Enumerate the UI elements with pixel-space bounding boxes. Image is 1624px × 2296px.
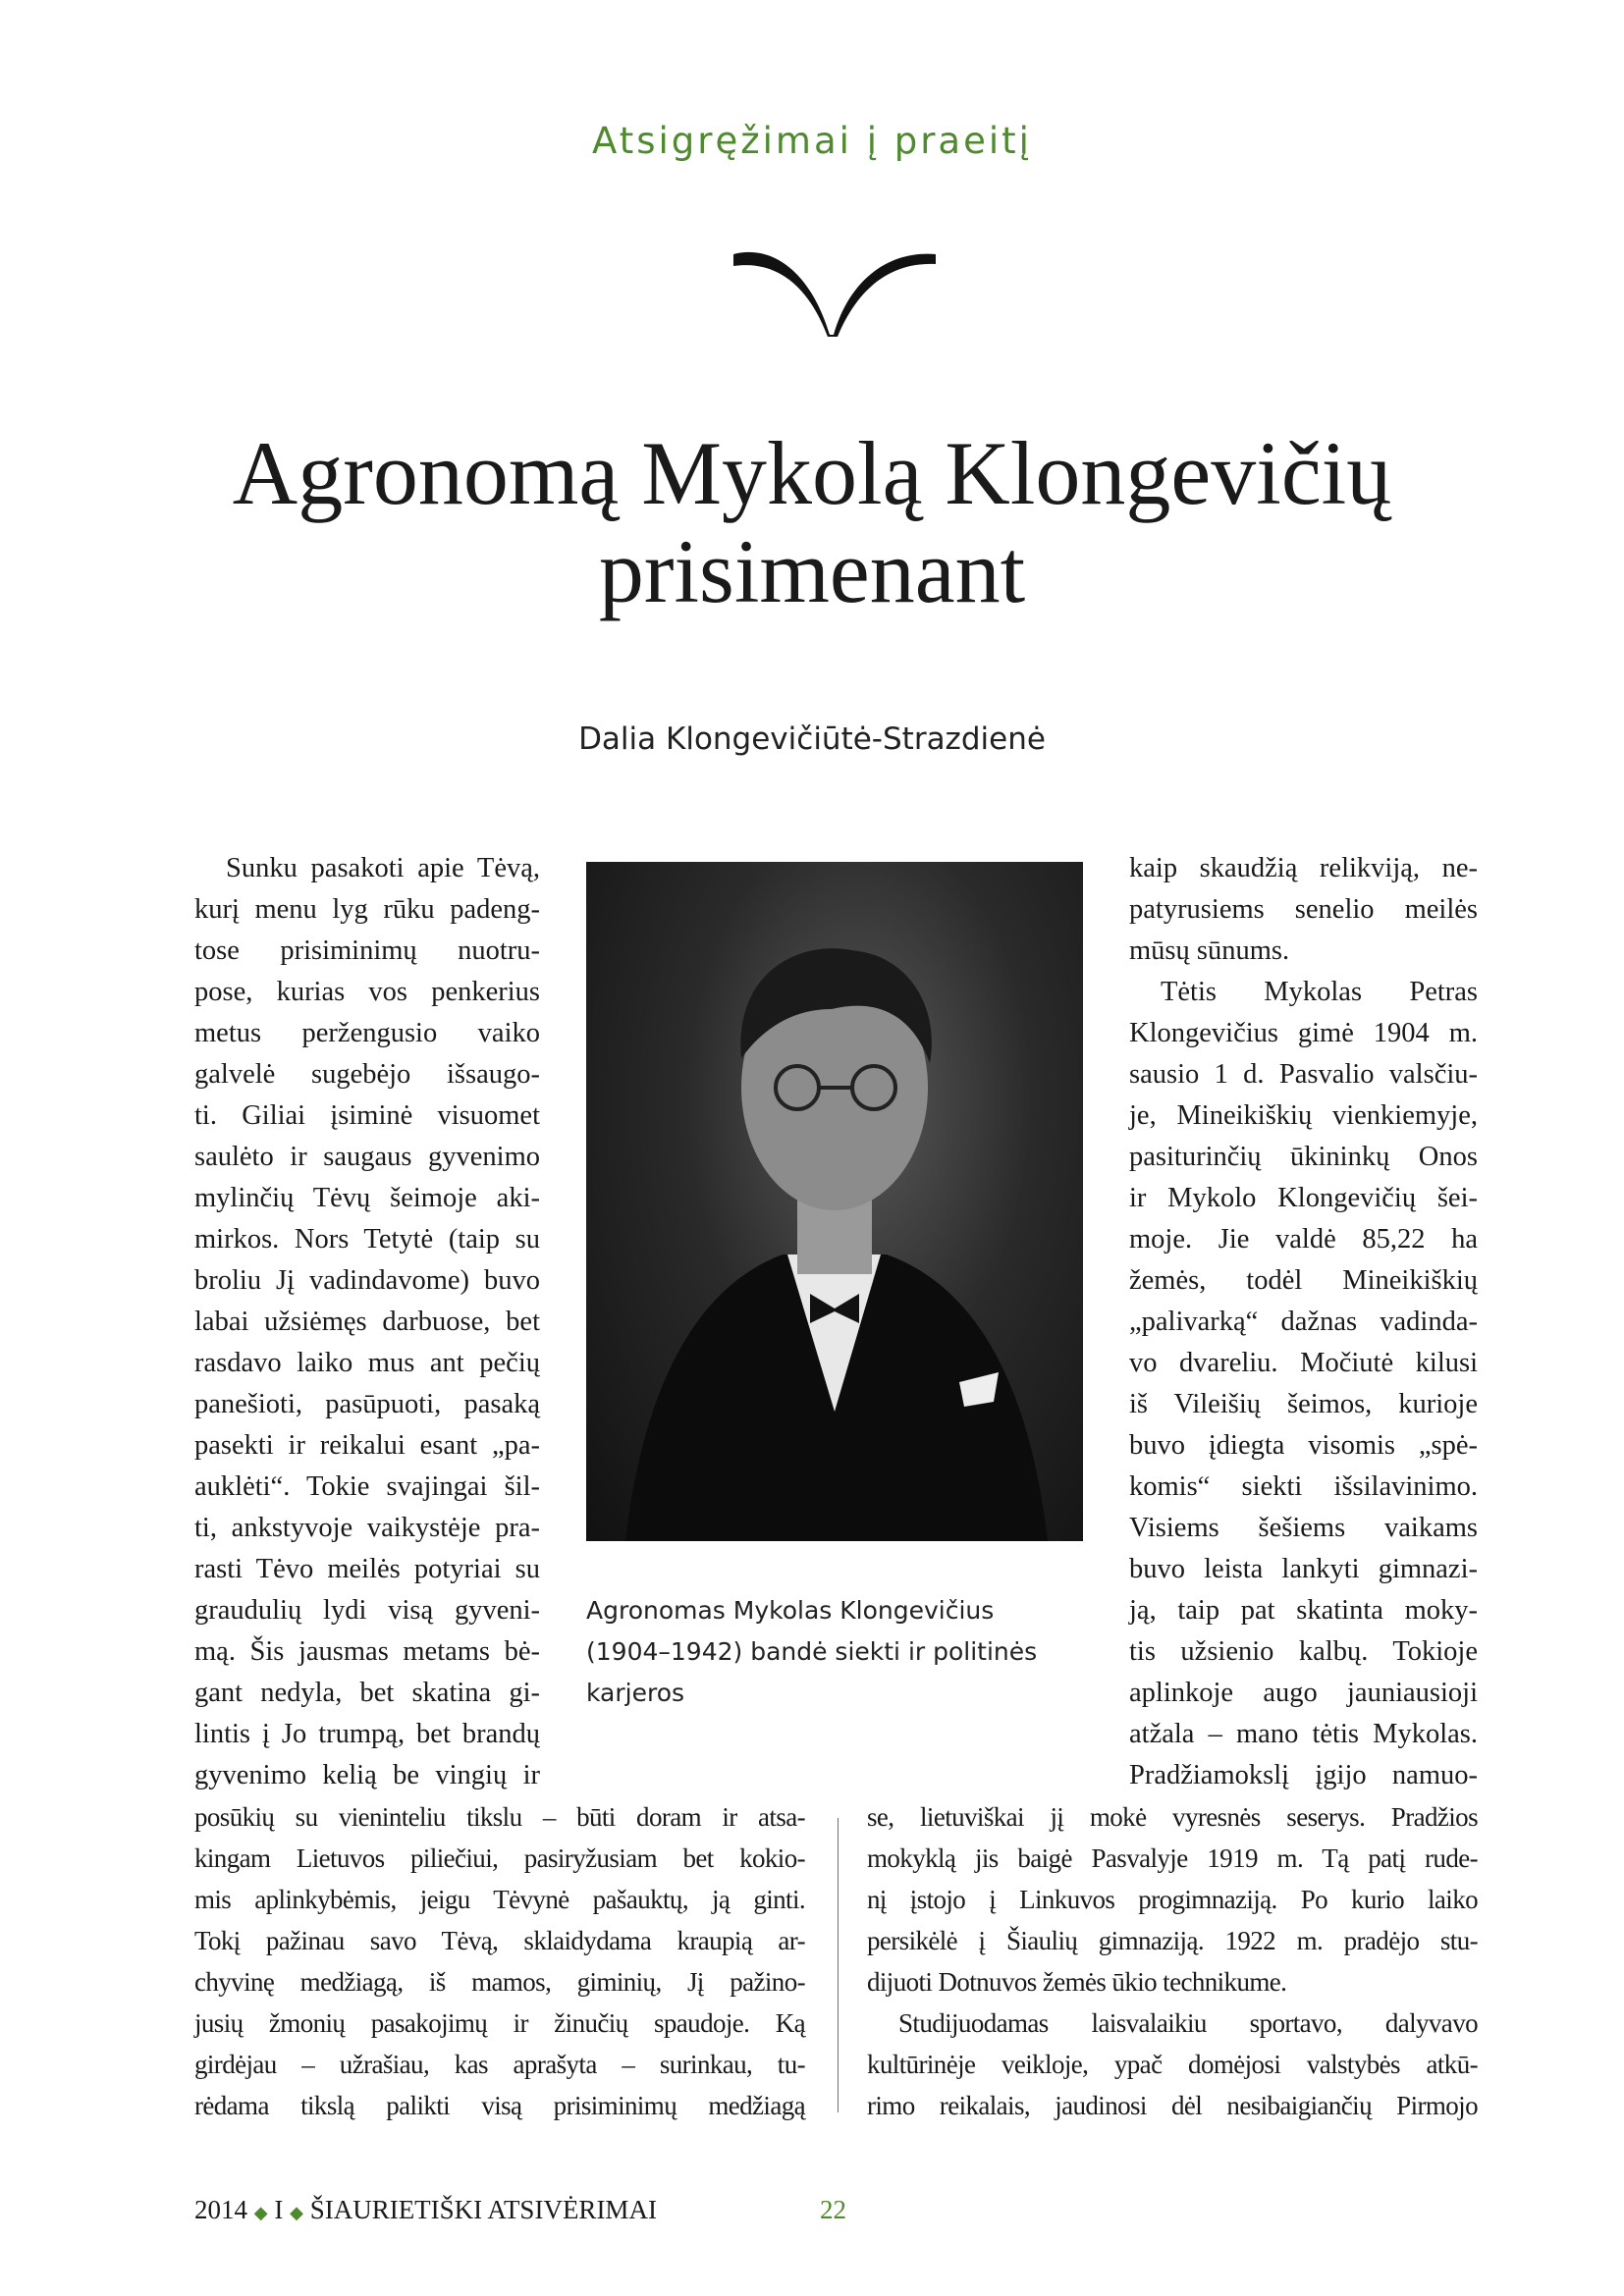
text-line: Visiems šešiems vaikams <box>1129 1513 1478 1543</box>
text-line: rėdama tikslą palikti visą prisiminimų medžiagą <box>194 2091 805 2120</box>
text-line: pasekti ir reikalui esant „pa- <box>194 1430 540 1461</box>
text-line: mokyklą jis baigė Pasvalyje 1919 m. Tą patį rude- <box>867 1843 1478 1873</box>
text-line: Tokį pažinau savo Tėvą, sklaidydama kraupią ar- <box>194 1926 805 1955</box>
text-line: rasti Tėvo meilės potyriai su <box>194 1554 540 1584</box>
text-line: posūkių su vieninteliu tikslu – būti doram ir atsa- <box>194 1802 805 1832</box>
portrait-photo <box>586 862 1083 1541</box>
text-line: ir Mykolo Klongevičių šei- <box>1129 1183 1478 1213</box>
text-line: buvo įdiegta visomis „spė- <box>1129 1430 1478 1461</box>
text-line: se, lietuviškai jį mokė vyresnės seserys. Pradžios <box>867 1802 1478 1832</box>
text-line: vo dvareliu. Močiutė kilusi <box>1129 1348 1478 1378</box>
v-ornament-icon <box>731 240 938 339</box>
text-line: kaip skaudžią relikviją, ne- <box>1129 853 1478 883</box>
title-line-1: Agronomą Mykolą Klongevičių <box>232 423 1392 523</box>
text-line: moje. Jie valdė 85,22 ha <box>1129 1224 1478 1255</box>
text-line: galvelė sugebėjo išsaugo- <box>194 1059 540 1090</box>
caption-line: (1904–1942) bandė siekti ir politinės <box>586 1637 1038 1666</box>
footer-issue: I <box>274 2195 284 2224</box>
text-line: Klongevičius gimė 1904 m. <box>1129 1018 1478 1048</box>
text-line: tose prisiminimų nuotru- <box>194 935 540 966</box>
text-line: broliu Jį vadindavome) buvo <box>194 1265 540 1296</box>
text-line: mą. Šis jausmas metams bė- <box>194 1636 540 1667</box>
text-line: mirkos. Nors Tetytė (taip su <box>194 1224 540 1255</box>
text-line: rasdavo laiko mus ant pečių <box>194 1348 540 1378</box>
footer-year: 2014 <box>194 2195 247 2224</box>
text-line: Sunku pasakoti apie Tėvą, <box>226 853 540 883</box>
text-line: aplinkoje augo jauniausioji <box>1129 1678 1478 1708</box>
text-line: gant nedyla, bet skatina gi- <box>194 1678 540 1708</box>
text-line: Pradžiamokslį įgijo namuo- <box>1129 1760 1478 1790</box>
text-line: pasiturinčių ūkininkų Onos <box>1129 1142 1478 1172</box>
text-line: buvo leista lankyti gimnazi- <box>1129 1554 1478 1584</box>
text-line: žemės, todėl Mineikiškių <box>1129 1265 1478 1296</box>
text-line: persikėlė į Šiaulių gimnaziją. 1922 m. pradėjo stu- <box>867 1926 1478 1955</box>
text-line: ti. Giliai įsiminė visuomet <box>194 1100 540 1131</box>
text-line: kingam Lietuvos piliečiui, pasiryžusiam bet kokio- <box>194 1843 805 1873</box>
text-line: Tėtis Mykolas Petras <box>1161 977 1478 1007</box>
page-number: 22 <box>820 2195 846 2224</box>
photo-caption <box>586 1590 1057 1714</box>
text-line: mylinčių Tėvų šeimoje aki- <box>194 1183 540 1213</box>
text-line: labai užsiėmęs darbuose, bet <box>194 1307 540 1337</box>
text-line: tis užsienio kalbų. Tokioje <box>1129 1636 1478 1667</box>
title-line-2: prisimenant <box>598 521 1026 621</box>
text-line: ti, ankstyvoje vaikystėje pra- <box>194 1513 540 1543</box>
text-line: dijuoti Dotnuvos žemės ūkio technikume. <box>867 1967 1287 1997</box>
text-line: mūsų sūnums. <box>1129 935 1290 966</box>
separator-icon: ◆ <box>290 2203 303 2222</box>
text-line: kultūrinėje veikloje, ypač domėjosi valstybės atkū- <box>867 2050 1478 2079</box>
text-line: panešioti, pasūpuoti, pasaką <box>194 1389 540 1419</box>
text-line: komis“ siekti išsilavinimo. <box>1129 1471 1478 1502</box>
bottom-right-column <box>867 1796 1478 2126</box>
text-line: lintis į Jo trumpą, bet brandų <box>194 1719 540 1749</box>
text-line: iš Vileišių šeimos, kurioje <box>1129 1389 1478 1419</box>
article-title <box>0 424 1624 620</box>
text-line: nį įstojo į Linkuvos progimnaziją. Po kurio laiko <box>867 1885 1478 1914</box>
text-line: saulėto ir saugaus gyvenimo <box>194 1142 540 1172</box>
text-line: chyvinę medžiagą, iš mamos, giminių, Jį pažino- <box>194 1967 805 1997</box>
portrait-image <box>586 862 1083 1541</box>
footer-journal: ŠIAURIETIŠKI ATSIVĖRIMAI <box>309 2195 657 2224</box>
author-name: Dalia Klongevičiūtė-Strazdienė <box>578 721 1046 757</box>
caption-line: Agronomas Mykolas Klongevičius <box>586 1596 995 1625</box>
bottom-left-column <box>194 1796 805 2126</box>
text-line: je, Mineikiškių vienkiemyje, <box>1129 1100 1478 1131</box>
footer <box>194 2195 657 2225</box>
text-line: gyvenimo kelią be vingių ir <box>194 1760 540 1790</box>
left-column <box>194 848 540 1796</box>
text-line: graudulių lydi visą gyveni- <box>194 1595 540 1626</box>
text-line: Studijuodamas laisvalaikiu sportavo, dalyvavo <box>898 2008 1478 2038</box>
text-line: sausio 1 d. Pasvalio valsčiu- <box>1129 1059 1478 1090</box>
text-line: ją, taip pat skatinta moky- <box>1129 1595 1478 1626</box>
section-label: Atsigręžimai į praeitį <box>592 120 1032 162</box>
right-column <box>1129 848 1478 1796</box>
column-divider <box>838 1818 839 2112</box>
text-line: atžala – mano tėtis Mykolas. <box>1129 1719 1478 1749</box>
text-line: mis aplinkybėmis, jeigu Tėvynė pašauktų, ją ginti. <box>194 1885 805 1914</box>
text-line: „palivarką“ dažnas vadinda- <box>1129 1307 1478 1337</box>
separator-icon: ◆ <box>253 2203 268 2222</box>
text-line: auklėti“. Tokie svajingai šil- <box>194 1471 540 1502</box>
text-line: patyrusiems senelio meilės <box>1129 894 1478 925</box>
text-line: jusių žmonių pasakojimų ir žinučių spaudoje. Ką <box>194 2008 805 2038</box>
text-line: metus peržengusio vaiko <box>194 1018 540 1048</box>
text-line: rimo reikalais, jaudinosi dėl nesibaigiančių Pirmojo <box>867 2091 1478 2120</box>
text-line: girdėjau – užrašiau, kas aprašyta – surinkau, tu- <box>194 2050 805 2079</box>
text-line: kurį menu lyg rūku padeng- <box>194 894 540 925</box>
text-line: pose, kurias vos penkerius <box>194 977 540 1007</box>
caption-line: karjeros <box>586 1679 685 1707</box>
